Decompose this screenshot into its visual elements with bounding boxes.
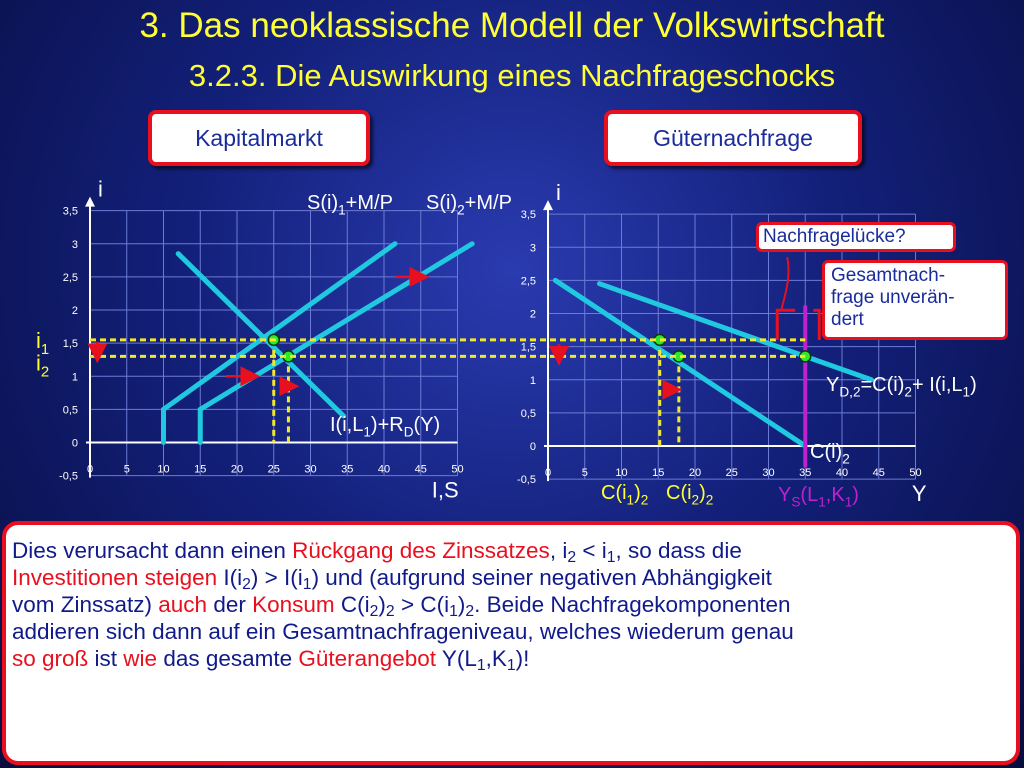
y-tick-label: 0: [71, 437, 78, 450]
y-tick-label: 3,5: [62, 205, 78, 218]
x-tick-label: 10: [157, 463, 170, 476]
nachfrageluecke-note: Nachfragelücke?: [756, 222, 956, 252]
y-tick-label: 1: [71, 371, 78, 384]
y-tick-label: 3: [529, 242, 536, 255]
y-tick-label: 2,5: [520, 275, 536, 288]
c-i1-marker-label: $C(i_1)_2$: [601, 482, 649, 508]
x-tick-label: 35: [341, 463, 354, 476]
gesamtnachfrage-line-2: frage unverän-: [831, 287, 955, 308]
y-axis-title: i: [556, 180, 561, 206]
x-tick-label: 45: [414, 463, 427, 476]
y-tick-label: 2,5: [62, 271, 78, 284]
x-tick-label: 50: [451, 463, 464, 476]
explanation-line-5: so groß ist wie das gesamte Güterangebot $Y(L_1,K_1)$!: [12, 646, 530, 674]
kapitalmarkt-label: Kapitalmarkt: [148, 110, 370, 166]
explanation-line-4: addieren sich dann auf ein Gesamtnachfrageniveau, welches wiederum genau: [12, 619, 794, 644]
x-tick-label: 0: [544, 467, 552, 479]
x-tick-label: 35: [799, 467, 812, 479]
x-tick-label: 15: [194, 463, 207, 476]
c2-curve-label: $C(i)_2$: [810, 441, 850, 467]
gueternachfrage-label: Güternachfrage: [604, 110, 862, 166]
x-tick-label: 25: [725, 467, 738, 479]
y-axis-arrow-icon: [85, 197, 95, 207]
i2-label: $i_2$: [36, 350, 50, 381]
i1-label: $i_1$: [36, 327, 50, 358]
y-tick-label: 0,5: [520, 407, 536, 420]
y-tick-label: 1,5: [62, 338, 78, 351]
page-title: 3. Das neoklassische Modell der Volkswirtschaft: [139, 6, 885, 45]
y-tick-label: 0,5: [62, 404, 78, 417]
y-tick-label: 0: [529, 441, 536, 453]
x-tick-label: 0: [86, 463, 94, 476]
explanation-box: [2, 521, 1020, 765]
y-tick-label: 1: [529, 374, 536, 387]
x-tick-label: 30: [304, 463, 317, 476]
x-tick-label: 10: [615, 467, 628, 479]
gesamtnachfrage-line-3: dert: [831, 309, 864, 330]
x-tick-label: 20: [230, 463, 244, 476]
explanation-line-1: Dies verursacht dann einen Rückgang des Zinssatzes, $i_2 < i_1$, so dass die: [12, 538, 742, 566]
x-tick-label: 40: [835, 467, 849, 479]
y-tick-label: 3,5: [520, 209, 536, 222]
gesamtnachfrage-note: [822, 260, 1008, 340]
x-tick-label: 45: [872, 467, 885, 479]
y-tick-label: -0,5: [517, 474, 536, 487]
x-tick-label: 15: [652, 467, 665, 479]
y-tick-label: 2: [529, 308, 536, 321]
x-tick-label: 5: [581, 467, 588, 479]
x-axis-title: Y: [911, 481, 927, 507]
x-axis-title: I,S: [431, 477, 459, 503]
gap-bracket: [777, 310, 795, 340]
y-axis-arrow-icon: [543, 200, 553, 210]
c-i2-marker-label: $C(i_2)_2$: [666, 482, 714, 508]
y-tick-label: 1,5: [520, 341, 536, 354]
x-tick-label: 30: [762, 467, 775, 479]
gap-pointer: [781, 257, 788, 310]
gesamtnachfrage-line-1: Gesamtnach-: [831, 265, 946, 286]
x-tick-label: 20: [688, 467, 702, 479]
y-tick-label: -0,5: [59, 470, 78, 483]
s2-label: $S(i)_2+M/P$: [426, 192, 512, 218]
gap-bracket-right: [813, 310, 819, 340]
y-tick-label: 3: [71, 238, 78, 251]
x-tick-label: 40: [377, 463, 391, 476]
explanation-line-2: Investitionen steigen $I(i_2) > I(i_1)$ und (aufgrund seiner negativen Abhängigkeit: [12, 565, 772, 593]
x-tick-label: 50: [909, 467, 922, 479]
yd2-label: $Y_{D,2}=C(i)_2+ I(i,L_1)$: [826, 374, 977, 400]
ys-label: $Y_S(L_1,K_1)$: [778, 484, 859, 510]
y-axis-title: i: [98, 176, 103, 202]
page-subtitle: 3.2.3. Die Auswirkung eines Nachfrageschocks: [188, 58, 836, 93]
x-tick-label: 5: [123, 463, 130, 476]
explanation-line-3: vom Zinssatz) auch der Konsum $C(i_2)_2 > C(i_1)_2$. Beide Nachfragekomponenten: [12, 592, 791, 620]
y-tick-label: 2: [71, 305, 78, 317]
x-tick-label: 25: [267, 463, 280, 476]
s1-label: $S(i)_1+M/P$: [307, 192, 393, 218]
investment-label: $I(i,L_1)+R_D(Y)$: [330, 414, 441, 440]
